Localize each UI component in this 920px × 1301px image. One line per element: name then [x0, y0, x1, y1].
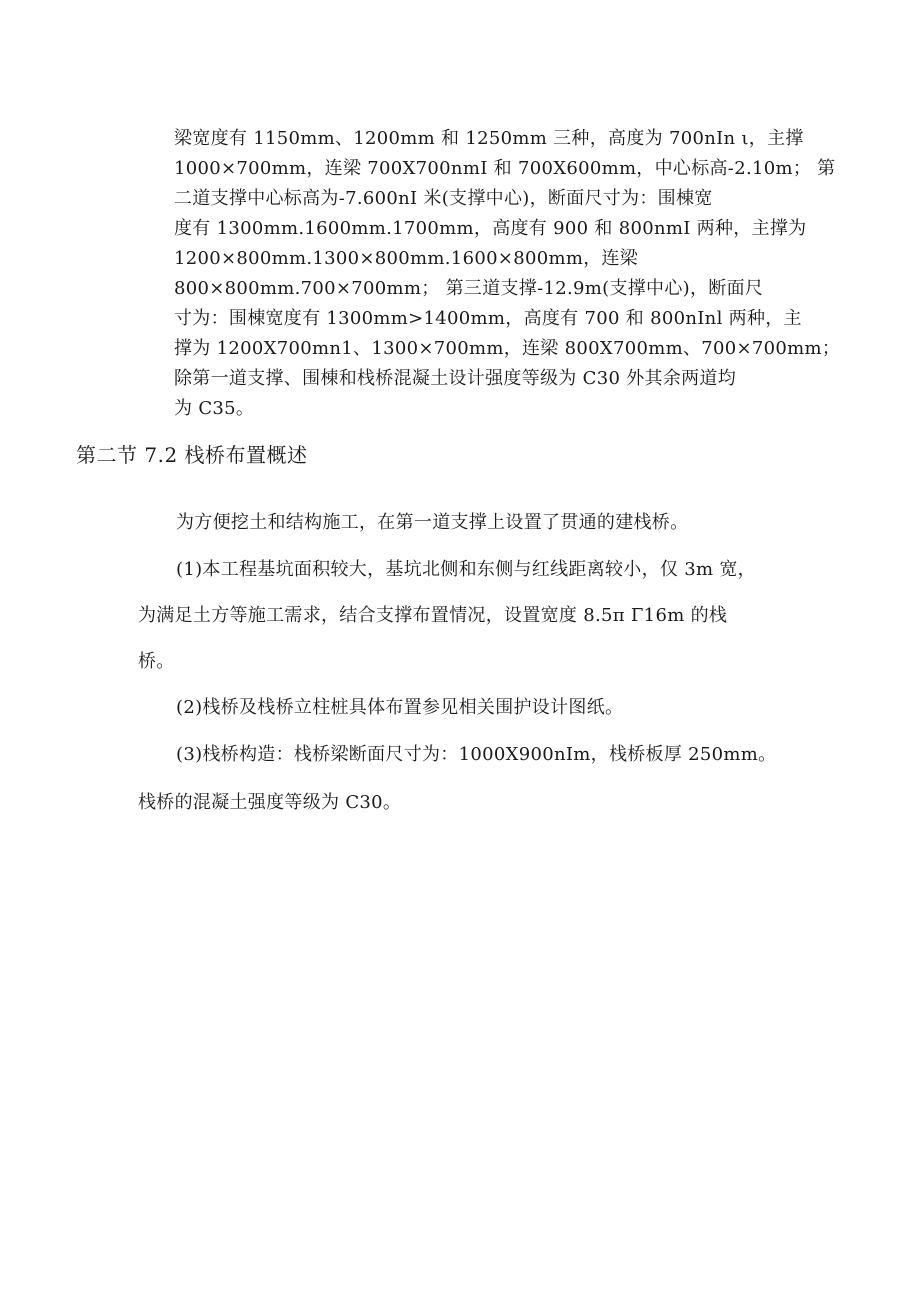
intro-line: 撑为 1200X700mn1、1300×700mm，连梁 800X700mm、700×700mm； — [174, 338, 841, 359]
intro-line: 寸为：围棟宽度有 1300mm>1400mm，高度有 700 和 800nInl 两种，主 — [174, 308, 802, 329]
paragraph-3-line: (3)栈桥构造：栈桥梁断面尺寸为：1000X900nIm，栈桥板厚 250mm。 — [176, 744, 777, 765]
paragraph-intro: 为方便挖土和结构施工，在第一道支撑上设置了贯通的建栈桥。 — [176, 512, 689, 533]
intro-text-block — [174, 124, 841, 424]
paragraph-1-line: 桥。 — [138, 651, 175, 672]
intro-line: 除第一道支撑、围棟和栈桥混凝土设计强度等级为 C30 外其余两道均 — [174, 368, 737, 389]
paragraph-2: (2)栈桥及栈桥立柱桩具体布置参见相关围护设计图纸。 — [176, 697, 624, 718]
section-heading: 第二节 7.2 栈桥布置概述 — [76, 443, 308, 467]
intro-line: 800×800mm.700×700mm； 第三道支撑-12.9m(支撑中心)，断面尺 — [174, 278, 764, 299]
intro-line: 1200×800mm.1300×800mm.1600×800mm，连梁 — [174, 248, 639, 269]
intro-line: 梁宽度有 1150mm、1200mm 和 1250mm 三种，高度为 700nIn ι，主撑 — [174, 128, 804, 149]
intro-line: 二道支撑中心标高为-7.600nI 米(支撑中心)，断面尺寸为：围棟宽 — [174, 188, 713, 209]
paragraph-3-line: 栈桥的混凝土强度等级为 C30。 — [138, 792, 402, 813]
intro-line: 为 C35。 — [174, 398, 255, 419]
paragraph-1-line: (1)本工程基坑面积较大，基坑北侧和东侧与红线距离较小，仅 3m 宽， — [176, 559, 756, 580]
intro-line: 度有 1300mm.1600mm.1700mm，高度有 900 和 800nmI 两种，主撑为 — [174, 218, 807, 239]
intro-line: 1000×700mm，连梁 700X700nmI 和 700X600mm，中心标高-2.10m； 第 — [174, 158, 836, 179]
paragraph-1-line: 为满足土方等施工需求，结合支撑布置情况，设置宽度 8.5π Γ16m 的栈 — [138, 605, 728, 626]
